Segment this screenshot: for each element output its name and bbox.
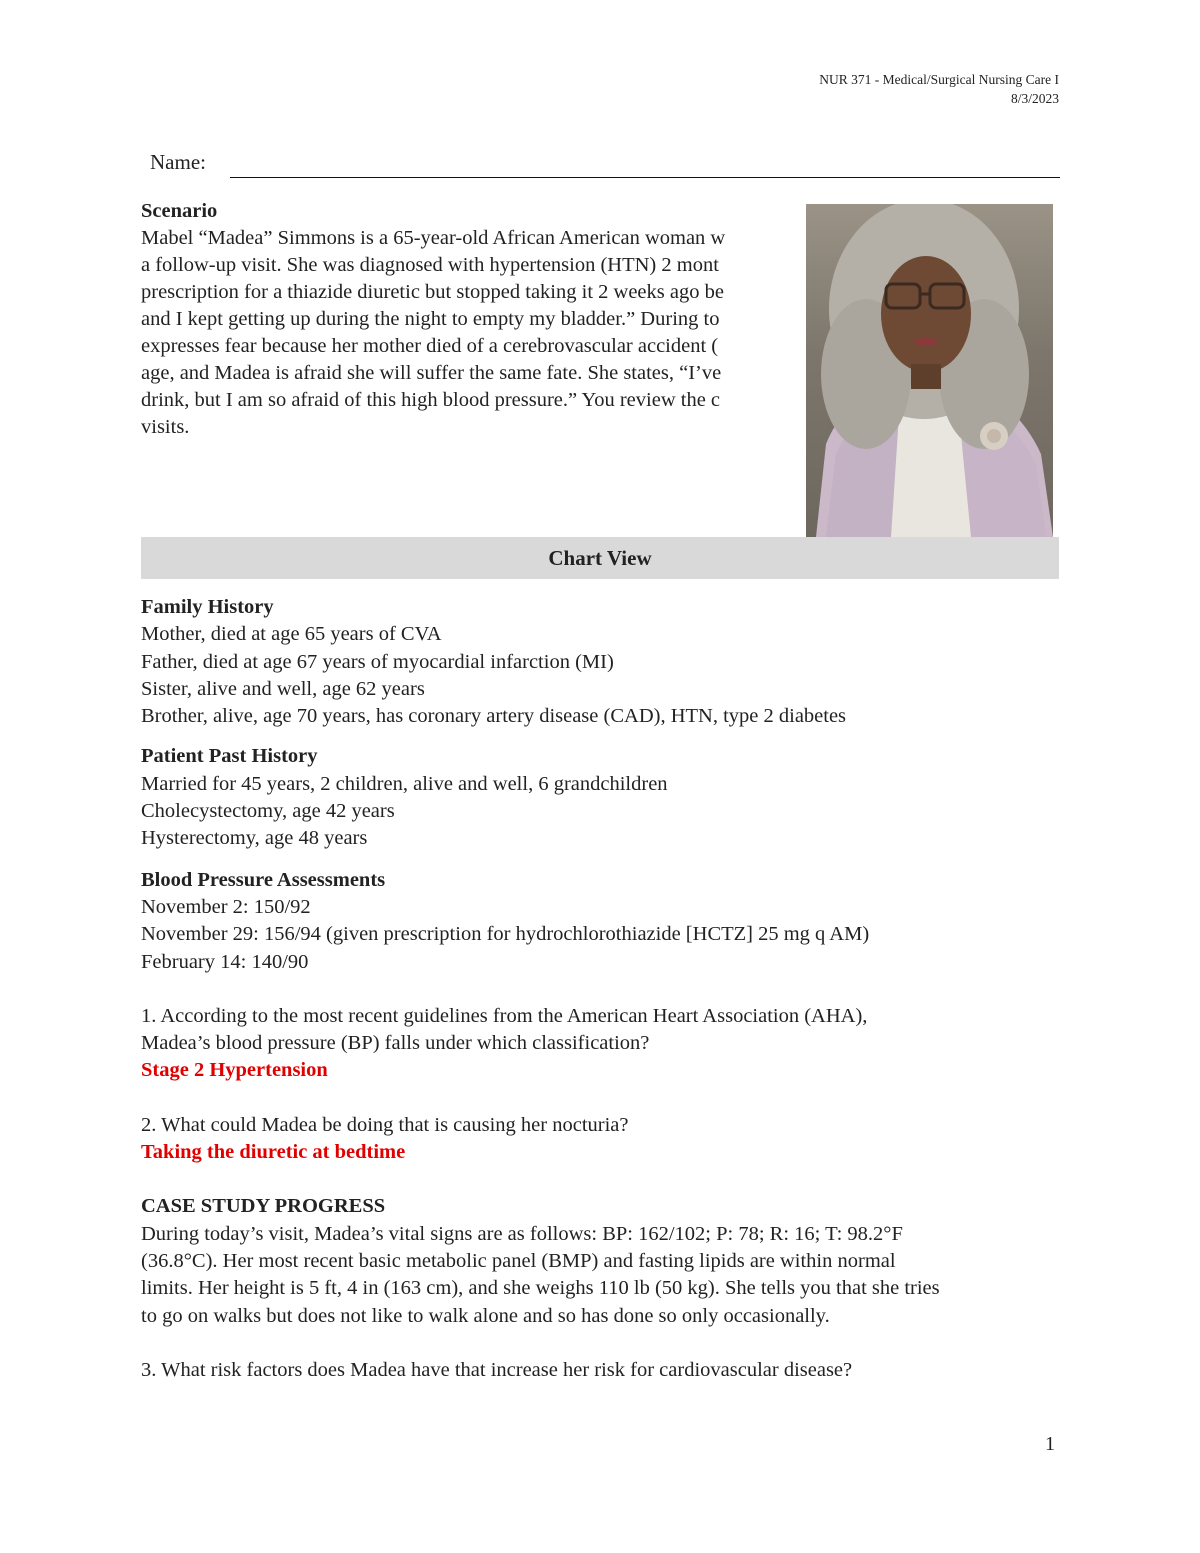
family-history-item: Mother, died at age 65 years of CVA (141, 623, 442, 646)
header-date: 8/3/2023 (1010, 91, 1059, 106)
page-number: 1 (1045, 1433, 1055, 1455)
bp-assessment-item: November 29: 156/94 (given prescription for hydrochlorothiazide [HCTZ] 25 mg q AM) (141, 923, 870, 946)
page-header (819, 70, 1059, 108)
progress-line: During today’s visit, Madea’s vital signs are as follows: BP: 162/102; P: 78; R: 16; T: 98.2°F (141, 1222, 903, 1245)
scenario-line: and I kept getting up during the night to empty my bladder.” During to (141, 308, 720, 330)
name-label: Name: (150, 150, 206, 174)
progress-line: limits. Her height is 5 ft, 4 in (163 cm), and she weighs 110 lb (50 kg). She tells you that she tries (141, 1277, 940, 1300)
chart-content (141, 594, 1071, 1384)
bp-assessment-item: February 14: 140/90 (141, 950, 309, 973)
question-2: 2. What could Madea be doing that is causing her nocturia? (141, 1113, 629, 1136)
progress-line: to go on walks but does not like to walk alone and so has done so only occasionally. (141, 1304, 830, 1327)
patient-photo (806, 204, 1053, 537)
question-1-line: Madea’s blood pressure (BP) falls under which classification? (141, 1032, 650, 1055)
past-history-item: Cholecystectomy, age 42 years (141, 800, 395, 823)
family-history-item: Father, died at age 67 years of myocardial infarction (MI) (141, 650, 614, 673)
scenario-line: Mabel “Madea” Simmons is a 65-year-old African American woman w (141, 227, 726, 249)
bp-assessments-heading: Blood Pressure Assessments (141, 868, 386, 891)
scenario-line: age, and Madea is afraid she will suffer the same fate. She states, “I’ve (141, 362, 722, 384)
family-history-heading: Family History (141, 596, 274, 618)
progress-line: (36.8°C). Her most recent basic metabolic panel (BMP) and fasting lipids are within normal (141, 1249, 896, 1272)
answer-2: Taking the diuretic at bedtime (141, 1141, 406, 1164)
scenario-line: a follow-up visit. She was diagnosed with hypertension (HTN) 2 mont (141, 254, 719, 276)
bp-assessment-item: November 2: 150/92 (141, 895, 311, 918)
answer-1: Stage 2 Hypertension (141, 1059, 328, 1082)
scenario-line: expresses fear because her mother died of a cerebrovascular accident ( (141, 335, 719, 357)
scenario-line: drink, but I am so afraid of this high blood pressure.” You review the c (141, 389, 721, 411)
chart-view-banner: Chart View (141, 537, 1059, 579)
past-history-item: Hysterectomy, age 48 years (141, 827, 368, 850)
past-history-item: Married for 45 years, 2 children, alive and well, 6 grandchildren (141, 772, 668, 795)
family-history-item: Brother, alive, age 70 years, has coronary artery disease (CAD), HTN, type 2 diabetes (141, 705, 847, 728)
progress-heading: CASE STUDY PROGRESS (141, 1195, 386, 1218)
name-underline (230, 177, 1060, 178)
scenario-line: visits. (141, 416, 190, 438)
question-1-line: 1. According to the most recent guidelines from the American Heart Association (AHA), (141, 1004, 868, 1027)
course-title: NUR 371 - Medical/Surgical Nursing Care I (819, 72, 1059, 87)
patient-portrait-illustration (806, 204, 1053, 537)
scenario-line: prescription for a thiazide diuretic but stopped taking it 2 weeks ago be (141, 281, 724, 303)
question-3: 3. What risk factors does Madea have that increase her risk for cardiovascular disease? (141, 1358, 853, 1381)
name-field-row (150, 150, 1060, 180)
past-history-heading: Patient Past History (141, 745, 318, 768)
family-history-item: Sister, alive and well, age 62 years (141, 677, 425, 700)
scenario-heading: Scenario (141, 200, 218, 222)
